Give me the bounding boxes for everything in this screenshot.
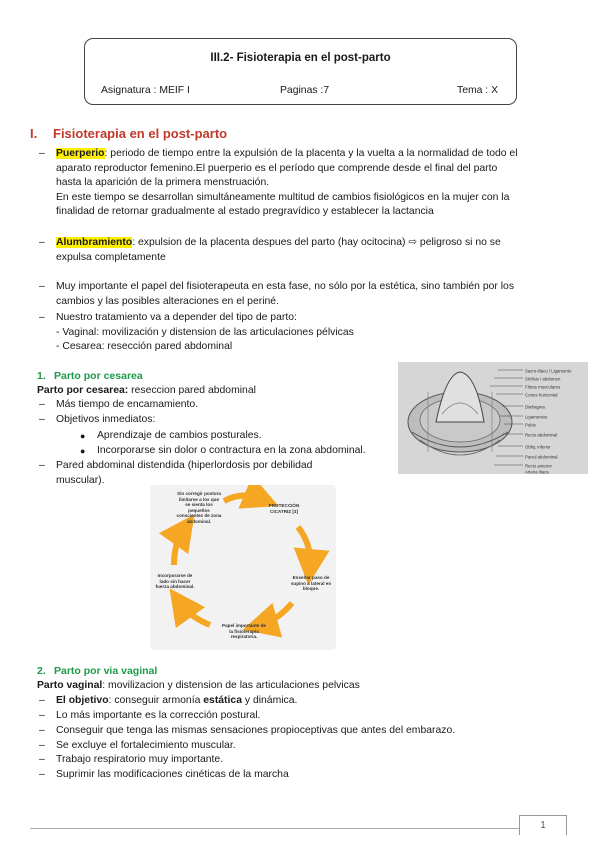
vaginal-item-6-text: Suprimir las modificaciones cinéticas de la marcha xyxy=(56,769,289,780)
vaginal-item-1-term: El objetivo xyxy=(56,695,109,706)
subject-label: Asignatura : MEIF I xyxy=(101,85,190,96)
bullet-marker: ● xyxy=(80,431,86,441)
cycle-arrow-3 xyxy=(260,603,292,625)
dash-marker: – xyxy=(39,399,45,410)
cycle-arrow-4 xyxy=(180,603,210,625)
footer-rule xyxy=(30,828,520,829)
term-puerperio: Puerperio xyxy=(56,148,105,159)
vaginal-item-1 xyxy=(39,694,576,709)
alumbramiento-line-2: expulsa completamente xyxy=(56,251,166,263)
bullet-marker: ● xyxy=(80,446,86,456)
dash-marker: – xyxy=(39,695,45,706)
cesarea-intro-term: Parto por cesarea: xyxy=(37,385,129,396)
section-title: Fisioterapia en el post-parto xyxy=(53,126,228,141)
pages-label: Paginas :7 xyxy=(280,85,330,96)
dash-marker: – xyxy=(39,281,45,292)
term-alumbramiento: Alumbramiento xyxy=(56,237,133,248)
section-number: I. xyxy=(30,126,38,141)
subsection-title: Parto por via vaginal xyxy=(54,665,158,677)
cycle-step-left: Incorporarse de lado sin hacer fuerza abdominal. xyxy=(155,573,195,590)
cycle-step-right: Enseñar paso de supino a lateral en bloque. xyxy=(290,575,332,592)
tratamiento-line-3: - Cesarea: resección pared abdominal xyxy=(56,341,233,353)
cycle-step-bottom: Papel importante de la fisioterapia respiratoria. xyxy=(222,623,266,640)
vaginal-item-3-text: Conseguir que tenga las mismas sensaciones propioceptivas que antes del embarazo. xyxy=(56,725,456,736)
figure-label: Fibras musculares xyxy=(525,384,561,390)
cycle-arrow-5 xyxy=(174,529,184,565)
cesarea-item-3 xyxy=(39,459,376,488)
subsection-number: 2. xyxy=(37,665,46,677)
vaginal-item-4-text: Se excluye el fortalecimiento muscular. xyxy=(56,740,236,751)
vaginal-intro-term: Parto vaginal xyxy=(37,680,103,691)
dash-marker: – xyxy=(39,710,45,721)
cycle-step-top-right: PROTECCIÓN CICATRIZ [3] xyxy=(268,503,300,514)
alumbramiento-text: : expulsion de la placenta despues del parto (hay ocitocina) ⇨ peligroso si no se xyxy=(132,237,501,248)
puerperio-line-2: aparato reproductor femenino.El puerperio es el período que comprende desde el final del parto xyxy=(56,162,498,174)
dash-marker: – xyxy=(39,414,45,425)
subsection-title: Parto por cesarea xyxy=(54,370,143,382)
dash-marker: – xyxy=(39,312,45,323)
dash-marker: – xyxy=(39,769,45,780)
vaginal-intro xyxy=(37,679,360,694)
puerperio-line-5: finalidad de retornar gradualmente al estado pregravídico y establecer la lactancia xyxy=(56,206,434,218)
anatomy-drawing xyxy=(398,362,588,474)
anatomy-figure xyxy=(398,362,588,474)
cesarea-bullet-2 xyxy=(80,444,377,459)
list-item-fisio xyxy=(39,280,576,309)
cycle-arrow-1 xyxy=(224,495,262,501)
figure-label: Arteria iliaca xyxy=(525,469,549,474)
vaginal-item-1-bold: estática xyxy=(203,695,242,706)
cesarea-bullet-1 xyxy=(80,429,377,444)
cesarea-bullet-2-text: Incorporarse sin dolor o contractura en la zona abdominal. xyxy=(97,445,366,456)
figure-label: Recto anterior xyxy=(525,463,552,469)
cesarea-item-2 xyxy=(39,413,356,428)
vaginal-item-4 xyxy=(39,739,576,754)
document-title: III.2- Fisioterapia en el post-parto xyxy=(210,52,391,64)
puerperio-line-3: hasta la aparición de la primera menstruación. xyxy=(56,177,270,189)
figure-label: Recto abdominal xyxy=(525,432,558,438)
subsection-number: 1. xyxy=(37,370,46,382)
vaginal-item-3 xyxy=(39,724,576,739)
document-header xyxy=(84,38,517,105)
figure-label: Cortes horizontal xyxy=(525,392,558,398)
figure-label: Diafragma xyxy=(525,404,545,410)
cycle-diagram xyxy=(150,485,336,650)
dash-marker: – xyxy=(39,740,45,751)
vaginal-item-2-text: Lo más importante es la corrección postural. xyxy=(56,710,261,721)
figure-label: Sacro-ilíaco / Ligamento xyxy=(525,368,572,374)
dash-marker: – xyxy=(39,754,45,765)
list-item-alumbramiento xyxy=(39,236,576,265)
subsection-heading-cesarea xyxy=(37,369,143,384)
dash-marker: – xyxy=(39,460,45,471)
cesarea-item-3-line-2: muscular). xyxy=(56,474,105,486)
cesarea-item-1-text: Más tiempo de encamamiento. xyxy=(56,399,199,410)
page-number: 1 xyxy=(519,815,567,835)
fisio-line-1: Muy importante el papel del fisioterapeuta en esta fase, no sólo por la estética, sino también por los xyxy=(56,281,515,292)
section-heading xyxy=(30,127,227,142)
vaginal-item-1-mid: : conseguir armonía xyxy=(108,695,204,706)
cesarea-item-3-line-1: Pared abdominal distendida (hiperlordosis por debilidad xyxy=(56,460,313,471)
figure-label: Ligamentos xyxy=(525,414,548,420)
fisio-line-2: cambios y las posibles alteraciones en el periné. xyxy=(56,295,279,307)
figure-label: Pubis xyxy=(525,422,536,428)
vaginal-item-2 xyxy=(39,709,576,724)
cesarea-item-1 xyxy=(39,398,356,413)
cycle-arrow-2 xyxy=(298,527,310,567)
dash-marker: – xyxy=(39,725,45,736)
cesarea-bullet-1-text: Aprendizaje de cambios posturales. xyxy=(97,430,262,441)
cycle-step-top-left: Sin corregir postura limitarse a los que se sienta los pequeños conscientes de zona abdominal. xyxy=(176,491,222,524)
vaginal-item-6 xyxy=(39,768,576,783)
list-item-puerperio xyxy=(39,147,576,220)
topic-label: Tema : X xyxy=(457,85,498,96)
figure-label: Sínfisis / abdomen xyxy=(525,376,561,382)
figure-label: Obliq. inferior xyxy=(525,444,551,450)
tratamiento-line-2: - Vaginal: movilización y distension de las articulaciones pélvicas xyxy=(56,326,354,338)
cesarea-intro xyxy=(37,384,256,399)
cesarea-item-2-text: Objetivos inmediatos: xyxy=(56,414,156,425)
vaginal-item-1-end: y dinámica. xyxy=(241,695,298,706)
figure-label: Pared abdominal xyxy=(525,454,558,460)
vaginal-item-5-text: Trabajo respiratorio muy importante. xyxy=(56,754,224,765)
subsection-heading-vaginal xyxy=(37,664,157,679)
dash-marker: – xyxy=(39,148,45,159)
dash-marker: – xyxy=(39,237,45,248)
list-item-tratamiento xyxy=(39,311,576,355)
puerperio-text: : periodo de tiempo entre la expulsión de la placenta y la vuelta a la normalidad de todo el xyxy=(104,148,518,159)
vaginal-item-5 xyxy=(39,753,576,768)
puerperio-line-4: En este tiempo se desarrollan simultáneamente multitud de cambios fisiológicos en la mujer con la xyxy=(56,191,510,203)
tratamiento-line-1: Nuestro tratamiento va a depender del tipo de parto: xyxy=(56,312,297,323)
cesarea-intro-text: reseccion pared abdominal xyxy=(128,385,256,396)
vaginal-intro-text: : movilizacion y distension de las articulaciones pelvicas xyxy=(102,680,360,691)
